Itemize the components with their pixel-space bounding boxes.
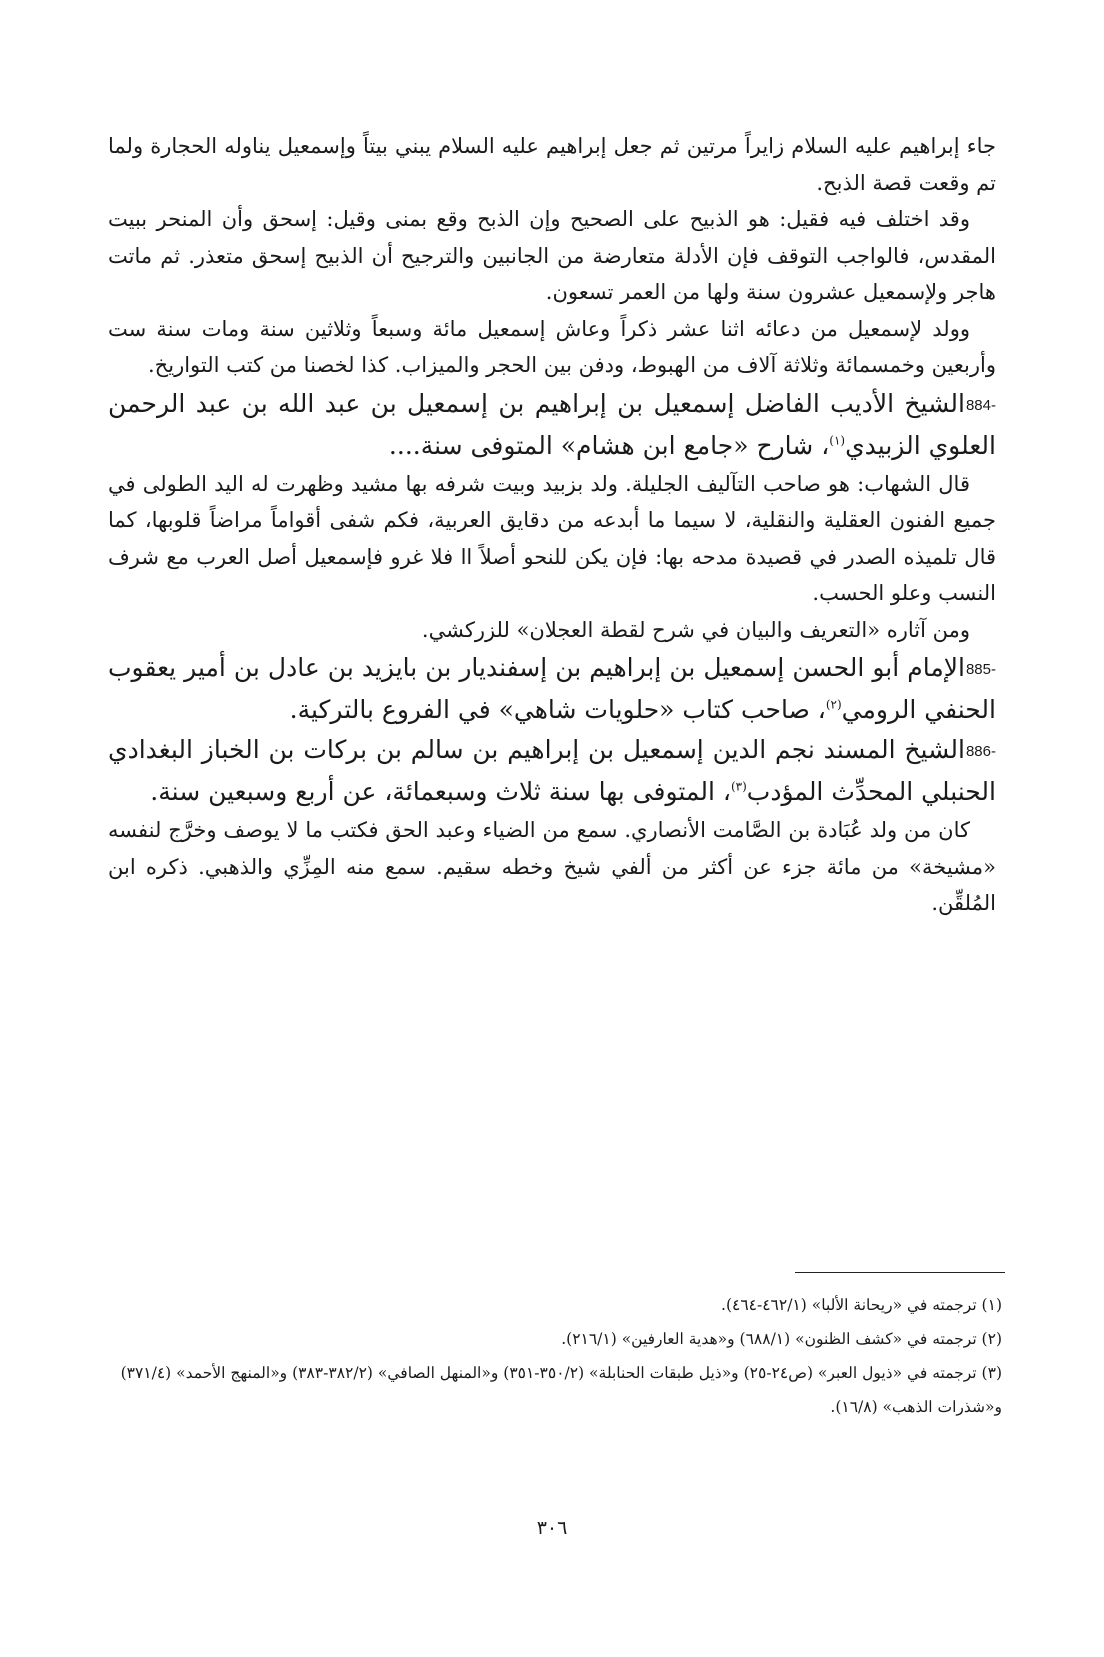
footnotes xyxy=(104,1288,1002,1424)
entry-884-paragraph-1: قال الشهاب: هو صاحب التآليف الجليلة. ولد بزبيد وبيت شرفه بها مشيد وظهرت له اليد الطولى في جميع الفنون العقلية والنقلية، لا سيما ما أبدعه من دقايق العربية، فكم شفى أقواماً مراضاً قلوبها، كما قال تلميذه الصدر في قصيدة مدحه بها: فإن يكن للنحو أصلاً اا فلا غرو فإسمعيل أصل العرب مع شرف النسب وعلو الحسب. xyxy=(108,471,996,605)
entry-884-heading xyxy=(108,384,996,466)
page-number: ٣٠٦ xyxy=(536,1517,568,1539)
intro-paragraph-2: وقد اختلف فيه فقيل: هو الذبيح على الصحيح وإن الذبح وقع بمنى وقيل: إسحق وأن المنحر ببيت المقدس، فالواجب التوقف فإن الأدلة متعارضة من الجانبين والترجيح أن الذبيح إسحق متعذر. ثم ماتت هاجر ولإسمعيل عشرون سنة ولها من العمر تسعون. xyxy=(108,207,997,304)
footnote-1: (١) ترجمته في «ريحانة الألبا» (٤٦٢/١-٤٦٤). xyxy=(721,1296,1002,1314)
intro-paragraph-1: جاء إبراهيم عليه السلام زايراً مرتين ثم جعل إبراهيم عليه السلام يبني بيتاً وإسمعيل يناوله الحجارة ولما تم وقعت قصة الذبح. xyxy=(108,134,996,195)
entry-title-rest: ، المتوفى بها سنة ثلاث وسبعمائة، عن أربع وسبعين سنة. xyxy=(150,777,731,806)
footnote-2: (٢) ترجمته في «كشف الظنون» (٦٨٨/١) و«هدية العارفين» (٢١٦/١). xyxy=(561,1330,1002,1348)
entry-title: الإمام أبو الحسن إسمعيل بن إبراهيم بن إسفنديار بن بايزيد بن عادل بن أمير يعقوب الحنفي الرومي xyxy=(108,653,996,724)
entry-title: الشيخ الأديب الفاضل إسمعيل بن إبراهيم بن إسمعيل بن عبد الله بن عبد الرحمن العلوي الزبيدي xyxy=(108,388,996,460)
main-text xyxy=(108,128,996,922)
intro-paragraph-3: وولد لإسمعيل من دعائه اثنا عشر ذكراً وعاش إسمعيل مائة وسبعاً وثلاثين سنة ومات سنة ست وأربعين وخمسمائة وثلاثة آلاف من الهبوط، ودفن بين الحجر والميزاب. كذا لخصنا من كتب التواريخ. xyxy=(108,316,996,377)
footnote-ref: (٢) xyxy=(825,697,842,712)
footnote-3: (٣) ترجمته في «ذيول العبر» (ص٢٤-٢٥) و«ذيل طبقات الحنابلة» (٣٥٠/٢-٣٥١) و«المنهل الصافي» (٣٨٢/٢-٣٨٣) و«المنهج الأحمد» (٣٧١/٤) و«شذرات الذهب» (١٦/٨). xyxy=(120,1364,1002,1416)
entry-number: 886- xyxy=(965,743,996,760)
entry-884-paragraph-2: ومن آثاره «التعريف والبيان في شرح لقطة العجلان» للزركشي. xyxy=(421,617,970,642)
entry-title-rest: ، شارح «جامع ابن هشام» المتوفى سنة.... xyxy=(388,430,830,460)
entry-886-paragraph-1: كان من ولد عُبَادة بن الصَّامت الأنصاري. سمع من الضياء وعبد الحق فكتب ما لا يوصف وخرَّج لنفسه «مشيخة» من مائة جزء عن أكثر من ألفي شيخ وخطه سقيم. سمع منه المِزِّي والذهبي. ذكره ابن المُلقِّن. xyxy=(108,818,996,915)
entry-number: 884- xyxy=(965,396,996,414)
footnote-divider xyxy=(795,1272,1005,1273)
footnote-ref: (١) xyxy=(829,433,846,448)
entry-title: الشيخ المسند نجم الدين إسمعيل بن إبراهيم بن سالم بن بركات بن الخباز البغدادي الحنبلي المحدِّث المؤدب xyxy=(108,735,996,806)
footnote-ref: (٣) xyxy=(730,779,747,794)
entry-title-rest: ، صاحب كتاب «حلويات شاهي» في الفروع بالتركية. xyxy=(289,695,826,724)
entry-885-heading xyxy=(108,648,996,730)
entry-886-heading xyxy=(108,730,996,812)
entry-number: 885- xyxy=(965,661,996,678)
